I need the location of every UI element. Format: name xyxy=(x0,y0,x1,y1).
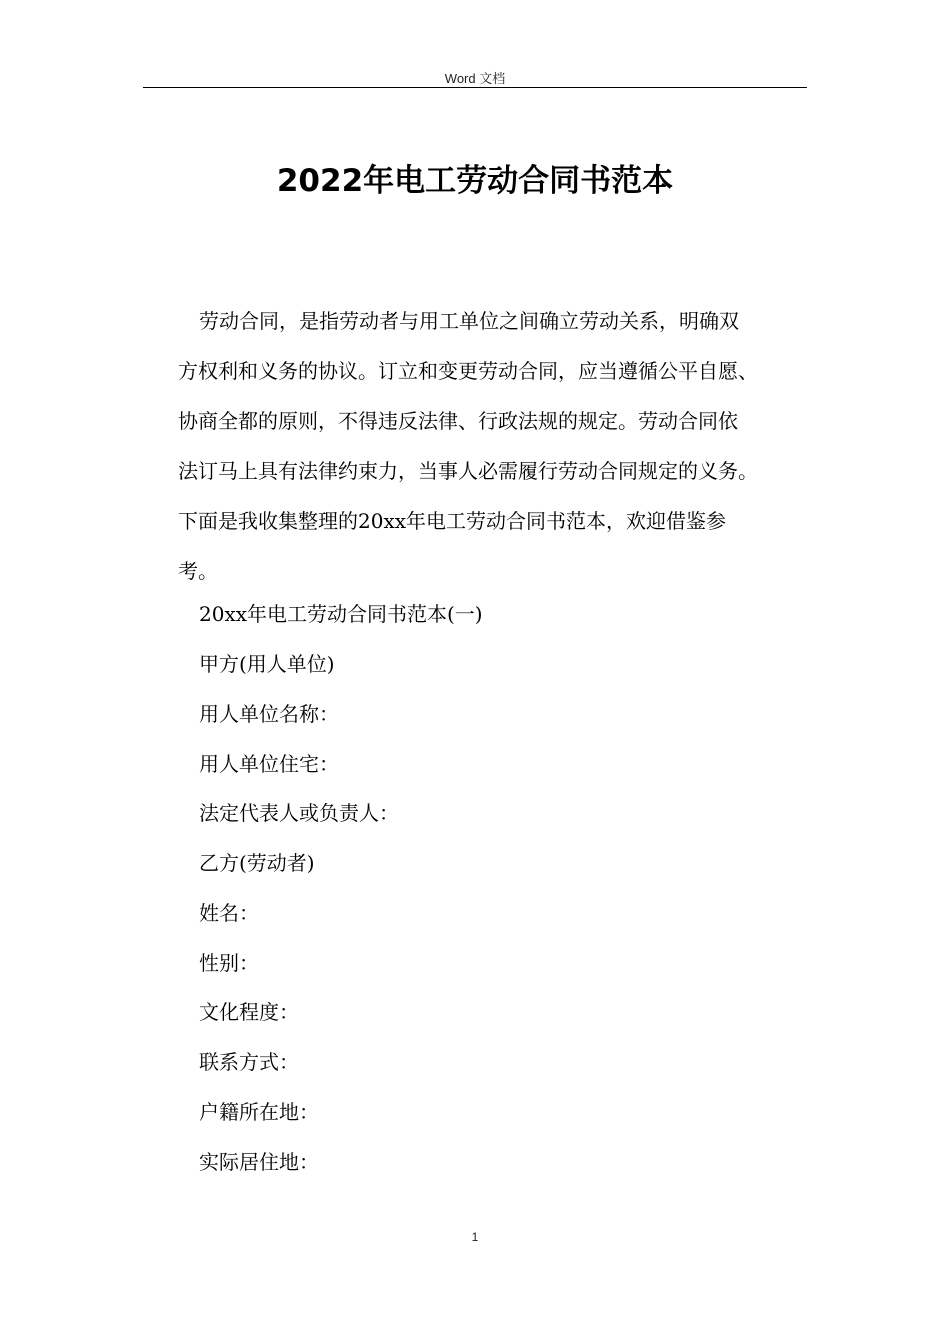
intro-line: 协商全都的原则，不得违反法律、行政法规的规定。劳动合同依 xyxy=(178,409,738,433)
residence-field: 实际居住地： xyxy=(199,1150,319,1174)
header-divider xyxy=(143,87,807,88)
intro-line: 劳动合同，是指劳动者与用工单位之间确立劳动关系，明确双 xyxy=(199,309,739,333)
intro-line: 下面是我收集整理的20xx年电工劳动合同书范本，欢迎借鉴参 xyxy=(178,509,727,533)
education-field: 文化程度： xyxy=(199,1000,299,1024)
document-title: 2022年电工劳动合同书范本 xyxy=(276,163,674,199)
legal-representative-field: 法定代表人或负责人： xyxy=(199,801,399,825)
name-field: 姓名： xyxy=(199,901,259,925)
section-heading: 20xx年电工劳动合同书范本(一) xyxy=(199,602,483,626)
intro-line: 方权利和义务的协议。订立和变更劳动合同，应当遵循公平自愿、 xyxy=(178,359,758,383)
page-number: 1 xyxy=(471,1230,479,1244)
intro-line: 法订马上具有法律约束力，当事人必需履行劳动合同规定的义务。 xyxy=(178,459,758,483)
intro-line: 考。 xyxy=(178,559,218,583)
employer-name-field: 用人单位名称： xyxy=(199,702,339,726)
party-a-heading: 甲方(用人单位) xyxy=(199,652,335,676)
document-header-label: Word 文档 xyxy=(444,71,506,86)
contact-field: 联系方式： xyxy=(199,1050,299,1074)
gender-field: 性别： xyxy=(199,951,259,975)
party-b-heading: 乙方(劳动者) xyxy=(199,851,315,875)
intro-paragraph xyxy=(178,296,818,596)
household-registration-field: 户籍所在地： xyxy=(199,1100,319,1124)
employer-address-field: 用人单位住宅： xyxy=(199,752,339,776)
